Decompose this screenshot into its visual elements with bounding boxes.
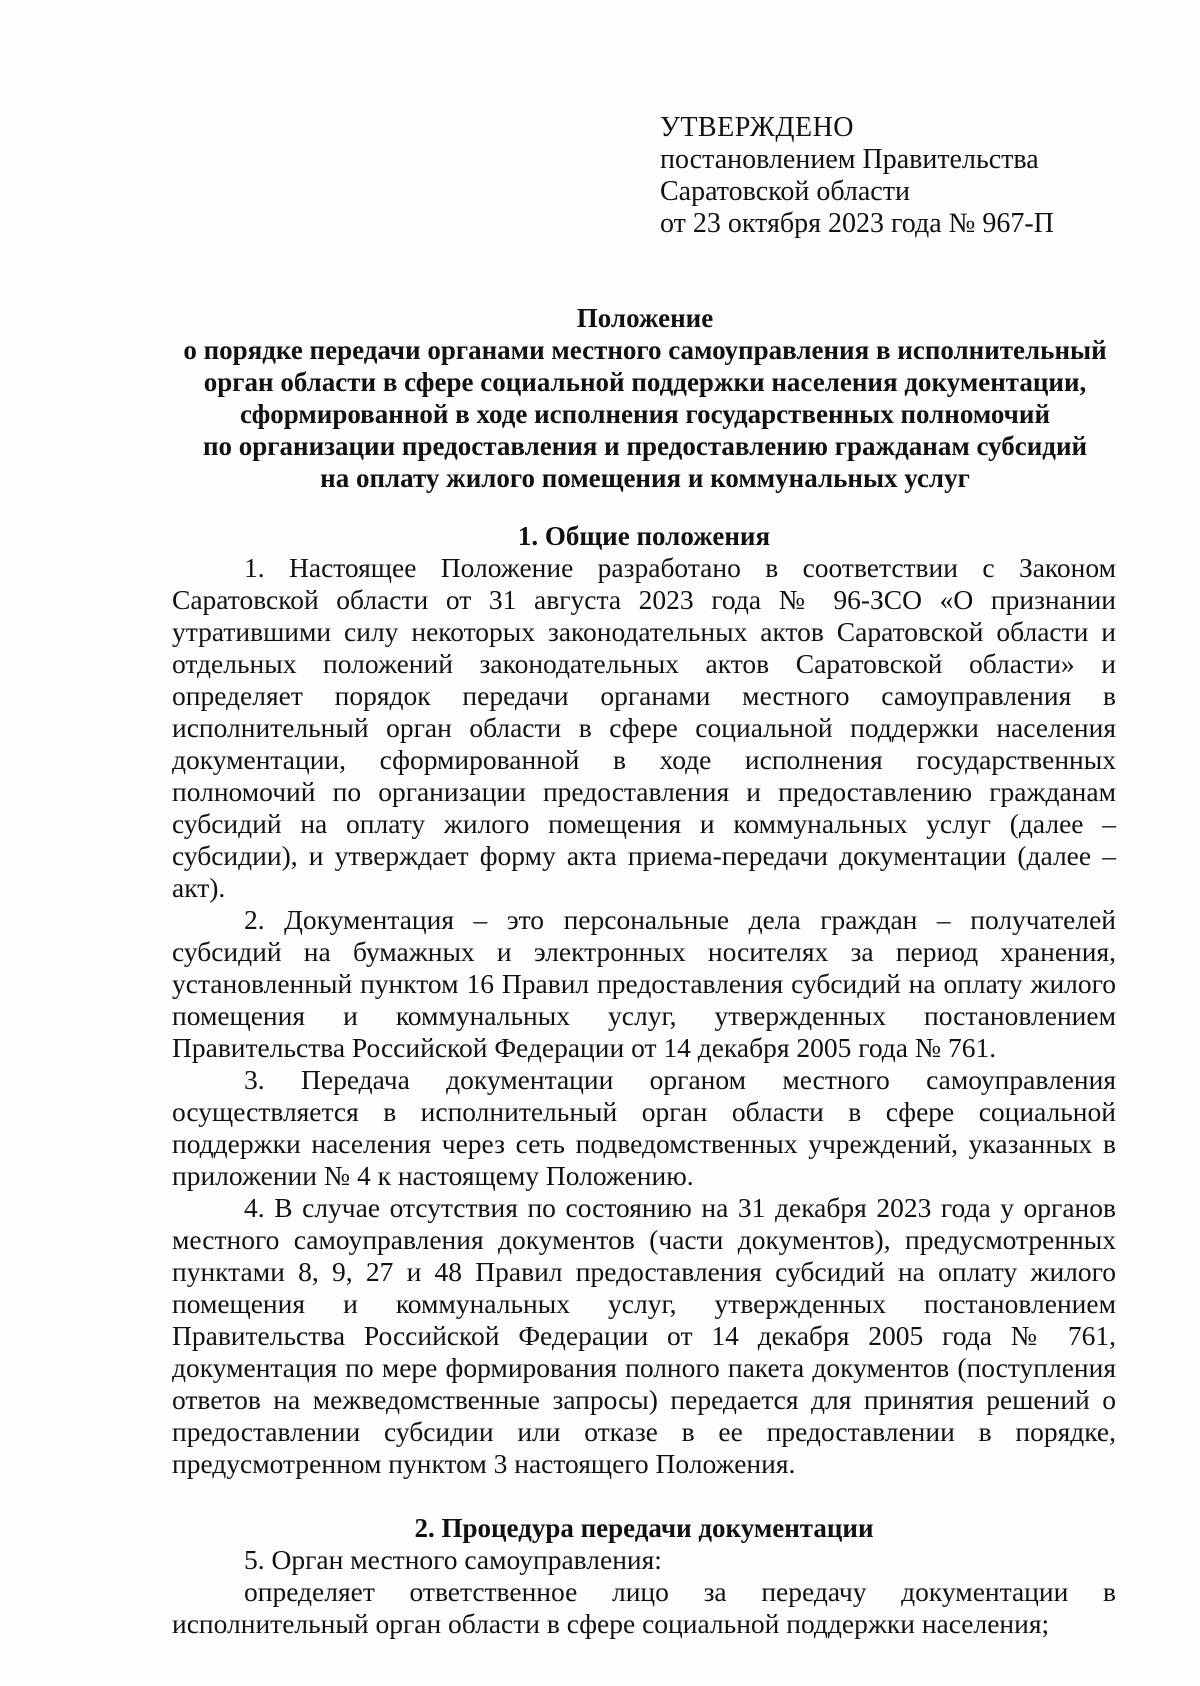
approval-line-2: Саратовской области	[660, 176, 910, 207]
paragraph-3: 3. Передача документации органом местного самоуправления осуществляется в исполнительный орган области в сфере социальной поддержки населения через сеть подведомственных учреждений, указанных в приложении № 4 к настоящему Положению.	[172, 1064, 1116, 1191]
document-body	[172, 520, 1116, 1640]
document-title	[165, 302, 1125, 494]
approval-line-3: от 23 октября 2023 года № 967-П	[660, 208, 1054, 239]
title-line-4: сформированной в ходе исполнения государственных полномочий	[239, 399, 1051, 429]
title-line-3: орган области в сфере социальной поддержки населения документации,	[203, 367, 1087, 397]
paragraph-5-item: определяет ответственное лицо за передачу документации в исполнительный орган области в сфере социальной поддержки населения;	[172, 1576, 1116, 1639]
approval-line-1: постановлением Правительства	[660, 144, 1039, 175]
paragraph-1: 1. Настоящее Положение разработано в соответствии с Законом Саратовской области от 31 августа 2023 года № 96-ЗСО «О признании утратившими силу некоторых законодательных актов Саратовской области и отдельных положений законодательных актов Саратовской области» и определяет порядок передачи органами местного самоуправления в исполнительный орган области в сфере социальной поддержки населения документации, сформированной в ходе исполнения государственных полномочий по организации предоставления и предоставлению гражданам субсидий на оплату жилого помещения и коммунальных услуг (далее – субсидии), и утверждает форму акта приема-передачи документации (далее – акт).	[172, 552, 1116, 903]
title-line-2: о порядке передачи органами местного самоуправления в исполнительный	[183, 335, 1107, 365]
title-line-1: Положение	[576, 303, 714, 333]
approval-heading: УТВЕРЖДЕНО	[660, 112, 855, 143]
paragraph-5: 5. Орган местного самоуправления:	[244, 1544, 662, 1575]
paragraph-4: 4. В случае отсутствия по состоянию на 31 декабря 2023 года у органов местного самоуправления документов (части документов), предусмотренных пунктами 8, 9, 27 и 48 Правил предоставления субсидий на оплату жилого помещения и коммунальных услуг, утвержденных постановлением Правительства Российской Федерации от 14 декабря 2005 года № 761, документация по мере формирования полного пакета документов (поступления ответов на межведомственные запросы) передается для принятия решений о предоставлении субсидии или отказе в ее предоставлении в порядке, предусмотренном пунктом 3 настоящего Положения.	[172, 1192, 1116, 1479]
title-line-5: по организации предоставления и предоставлению гражданам субсидий	[202, 431, 1088, 461]
title-line-6: на оплату жилого помещения и коммунальных услуг	[320, 463, 970, 493]
section-spacer	[172, 1480, 1116, 1512]
paragraph-2: 2. Документация – это персональные дела граждан – получателей субсидий на бумажных и электронных носителях за период хранения, установленный пунктом 16 Правил предоставления субсидий на оплату жилого помещения и коммунальных услуг, утвержденных постановлением Правительства Российской Федерации от 14 декабря 2005 года № 761.	[172, 904, 1116, 1063]
section-1-heading: 1. Общие положения	[517, 521, 771, 551]
approval-stamp	[660, 112, 1120, 240]
section-2-heading: 2. Процедура передачи документации	[414, 1513, 874, 1543]
